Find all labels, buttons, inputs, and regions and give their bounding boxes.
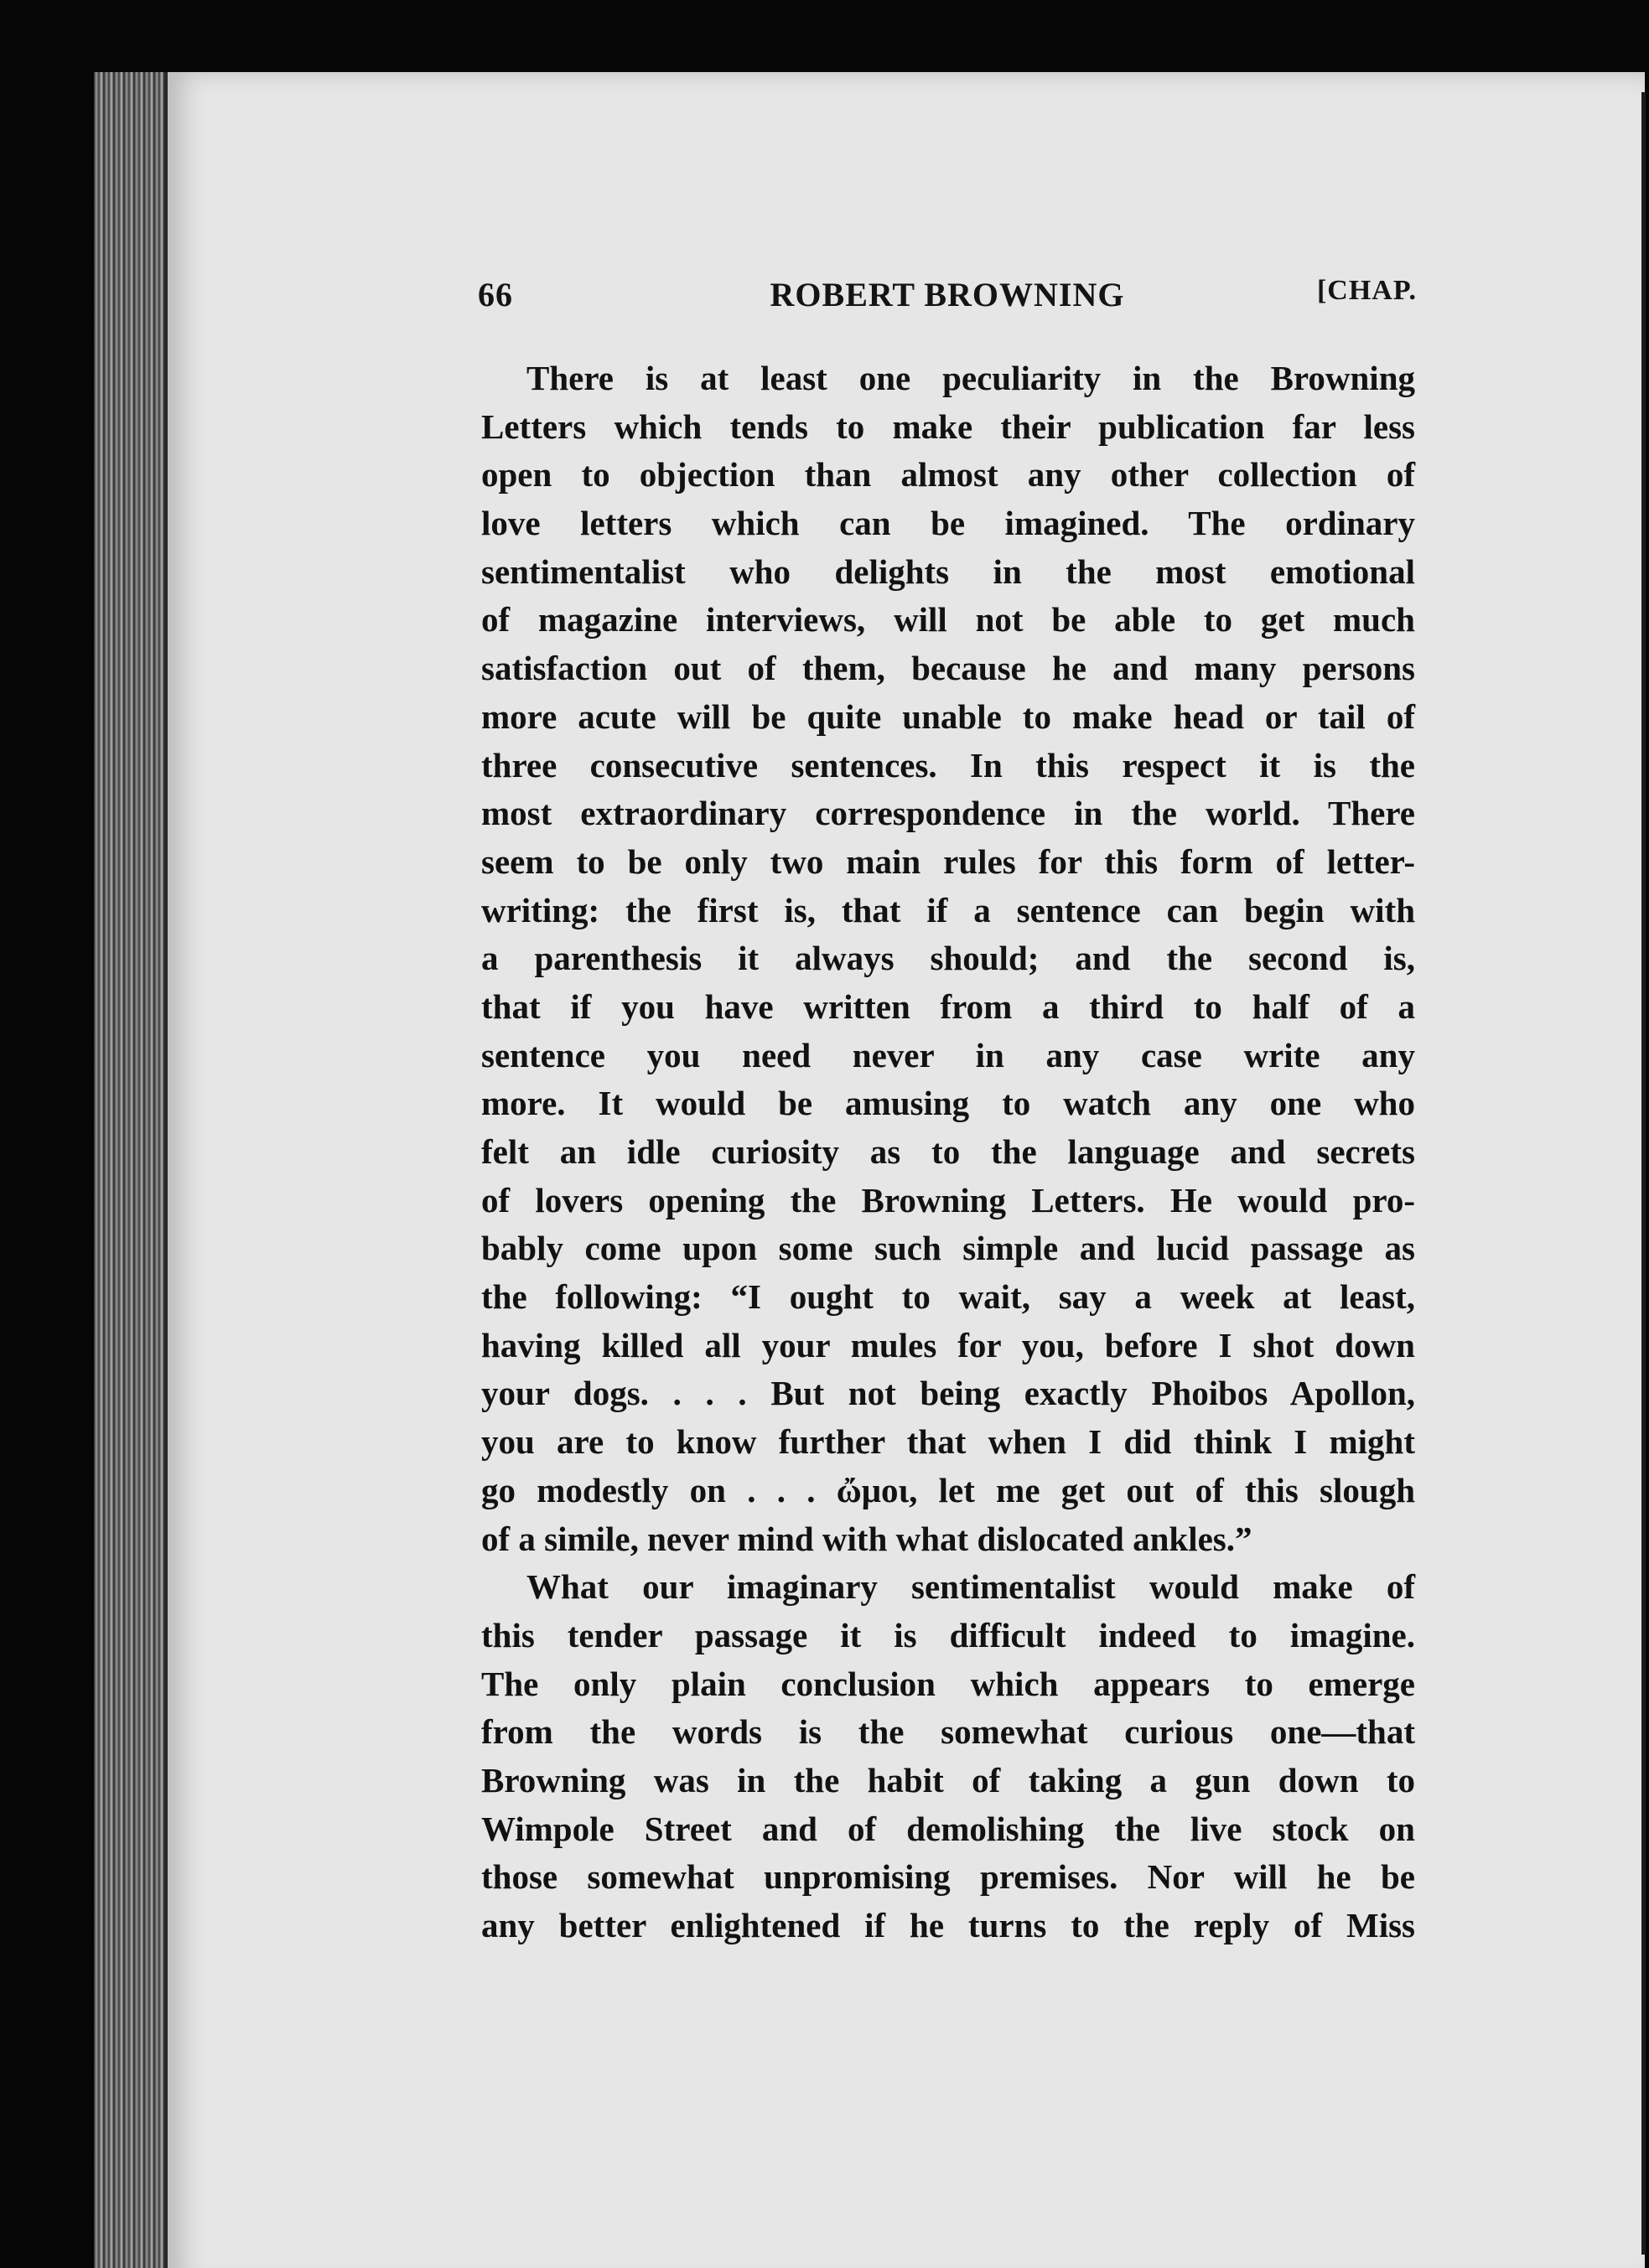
text-line: What our imaginary sentimentalist would make of	[526, 1567, 1415, 1607]
text-line: of lovers opening the Browning Letters. He would pro-	[481, 1180, 1415, 1219]
paragraph-2	[481, 1563, 1415, 1950]
text-line: of magazine interviews, will not be able to get much	[481, 600, 1415, 639]
text-line: most extraordinary correspondence in the world. There	[481, 794, 1415, 833]
text-line: sentence you need never in any case write any	[481, 1035, 1415, 1074]
text-line: satisfaction out of them, because he and many persons	[481, 649, 1415, 688]
text-line: more acute will be quite unable to make head or tail of	[481, 696, 1415, 736]
text-line: The only plain conclusion which appears to emerge	[481, 1664, 1415, 1703]
text-line: Browning was in the habit of taking a gun down to	[481, 1760, 1415, 1799]
text-line: that if you have written from a third to half of a	[481, 986, 1415, 1026]
text-line: love letters which can be imagined. The ordinary	[481, 504, 1415, 543]
text-line: There is at least one peculiarity in the Browning	[526, 359, 1415, 397]
text-line: go modestly on . . . ὤμοι, let me get out of this slough	[481, 1470, 1415, 1509]
text-line: felt an idle curiosity as to the language and secrets	[481, 1132, 1415, 1171]
text-line: a parenthesis it always should; and the second is,	[481, 939, 1415, 978]
text-line: sentimentalist who delights in the most emotional	[481, 551, 1415, 591]
text-line: three consecutive sentences. In this respect it is the	[481, 745, 1415, 784]
text-line: seem to be only two main rules for this form of letter-	[481, 841, 1415, 881]
chapter-mark: [CHAP.	[1316, 275, 1417, 306]
running-header	[478, 275, 1417, 322]
text-line: any better enlightened if he turns to the reply of Miss	[481, 1906, 1415, 1944]
text-line: bably come upon some such simple and lucid passage as	[481, 1229, 1415, 1268]
text-line: you are to know further that when I did think I might	[481, 1422, 1415, 1462]
text-line: those somewhat unpromising premises. Nor will he be	[481, 1857, 1415, 1897]
body-text	[481, 355, 1415, 1950]
text-line: Letters which tends to make their publication far less	[481, 406, 1415, 446]
page-number: 66	[478, 276, 513, 313]
paragraph-1	[481, 355, 1415, 1563]
text-line: having killed all your mules for you, before I shot down	[481, 1325, 1415, 1364]
text-line: more. It would be amusing to watch any one who	[481, 1084, 1415, 1123]
text-line: from the words is the somewhat curious one—that	[481, 1712, 1415, 1752]
text-line: of a simile, never mind with what dislocated ankles.”	[481, 1519, 1252, 1558]
text-line: your dogs. . . . But not being exactly Phoibos Apollon,	[481, 1374, 1415, 1413]
text-line: this tender passage it is difficult indeed to imagine.	[481, 1615, 1415, 1654]
text-line: Wimpole Street and of demolishing the live stock on	[481, 1809, 1415, 1848]
text-line: open to objection than almost any other collection of	[481, 455, 1415, 495]
page-right-edge	[1641, 92, 1646, 2255]
running-title: ROBERT BROWNING	[770, 276, 1125, 313]
text-line: the following: “I ought to wait, say a week at least,	[481, 1277, 1415, 1317]
text-line: writing: the first is, that if a sentence can begin with	[481, 890, 1415, 929]
